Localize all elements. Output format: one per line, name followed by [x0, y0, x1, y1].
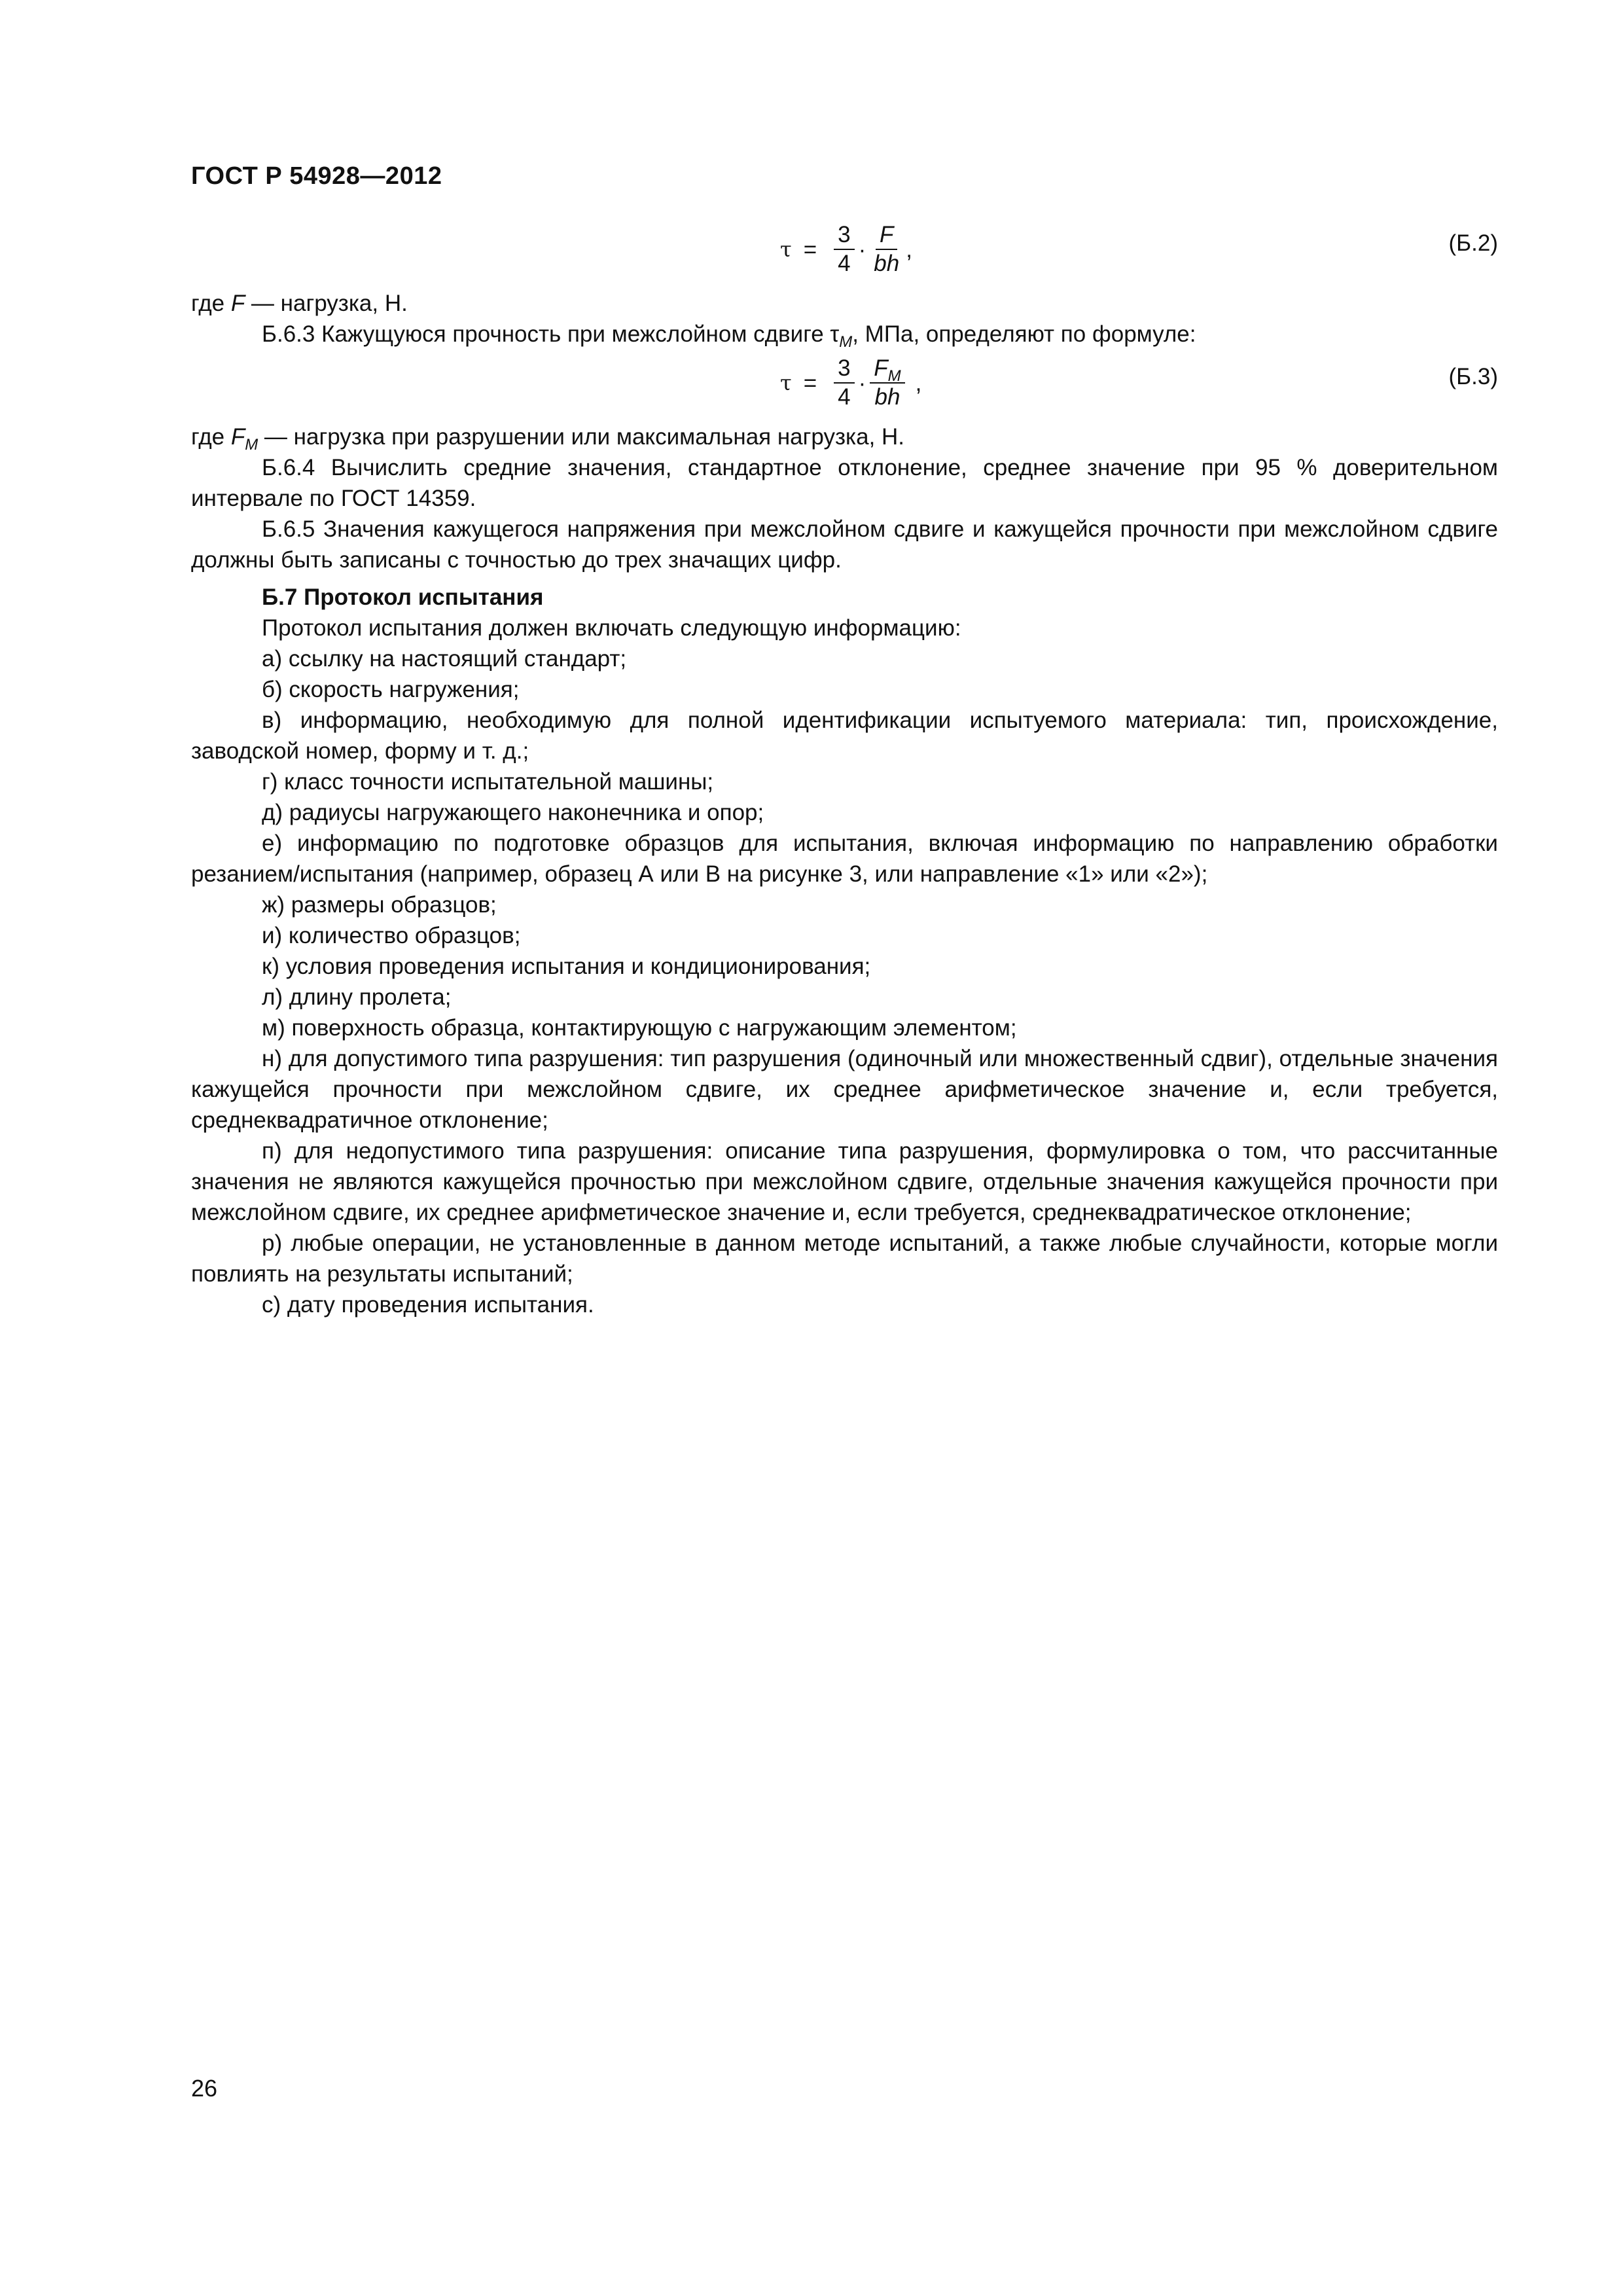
subscript-m: M [887, 367, 901, 385]
fraction-variable [870, 355, 904, 411]
fraction-coefficient [834, 221, 854, 278]
fraction-numerator: 3 [834, 355, 854, 384]
page-number: 26 [191, 2075, 218, 2102]
tau-symbol: τ [830, 321, 840, 347]
protocol-list-item: е) информацию по подготовке образцов для испытания, включая информацию по направлению обработки резанием/испытания (например, образец А или В на рисунке 3, или направление «1» или «2»); [191, 831, 1498, 887]
protocol-list-item: и) количество образцов; [262, 923, 521, 948]
protocol-items-list [191, 643, 1498, 1320]
document-header: ГОСТ Р 54928—2012 [191, 162, 442, 190]
protocol-list-item: р) любые операции, не установленные в данном методе испытаний, а также любые случайности, которые могли повлиять на результаты испытаний; [191, 1230, 1498, 1287]
variable-f: F [874, 355, 888, 381]
fraction-denominator: bh [874, 384, 901, 410]
fraction-denominator: 4 [838, 251, 851, 276]
formula-trailing-comma: , [906, 236, 912, 262]
where-clause-fm [191, 422, 1498, 452]
protocol-list-item: м) поверхность образца, контактирующую с нагружающим элементом; [262, 1015, 1017, 1041]
protocol-list-item: в) информацию, необходимую для полной идентификации испытуемого материала: тип, происхождение, заводской номер, форму и т. д.; [191, 708, 1498, 764]
paragraph-b-6-3 [191, 319, 1498, 350]
fraction-coefficient [834, 355, 854, 411]
variable-f: F [230, 424, 245, 450]
paragraph-b-6-4: Б.6.4 Вычислить средние значения, стандартное отклонение, среднее значение при 95 % доверительном интервале по ГОСТ 14359. [191, 455, 1498, 511]
protocol-list-item: к) условия проведения испытания и кондиционирования; [262, 954, 871, 979]
multiply-dot: · [858, 370, 866, 396]
tau-symbol: τ [780, 236, 792, 262]
equals-sign: = [803, 370, 817, 396]
multiply-dot: · [858, 236, 866, 262]
protocol-list-item: п) для недопустимого типа разрушения: описание типа разрушения, формулировка о том, что рассчитанные значения не являются кажущейся прочностью при межслойном сдвиге, отдельные значения кажущейся прочности при межслойном сдвиге, их среднее арифметическое значение и, если требуется, среднеквадратическое отклонение; [191, 1138, 1498, 1225]
protocol-list-item: ж) размеры образцов; [262, 892, 497, 918]
paragraph-text: , МПа, определяют по формуле: [852, 321, 1196, 347]
protocol-list-item: д) радиусы нагружающего наконечника и опор; [262, 800, 764, 825]
tau-symbol: τ [780, 370, 792, 395]
protocol-list-item: с) дату проведения испытания. [262, 1292, 594, 1318]
where-prefix: где [191, 291, 231, 316]
section-heading-b-7: Б.7 Протокол испытания [262, 584, 544, 610]
page-content [191, 216, 1498, 1320]
where-definition: — нагрузка, Н. [245, 291, 408, 316]
subscript-m: M [839, 333, 853, 351]
paragraph-b-6-5: Б.6.5 Значения кажущегося напряжения при межслойном сдвиге и кажущейся прочности при межслойном сдвиге должны быть записаны с точностью до трех значащих цифр. [191, 516, 1498, 573]
where-prefix: где [191, 424, 231, 450]
equals-sign: = [803, 236, 817, 262]
formula-number: (Б.2) [1448, 230, 1498, 256]
paragraph-text: Б.6.3 Кажущуюся прочность при межслойном сдвиге [262, 321, 830, 347]
variable-f: F [230, 291, 245, 316]
formula-b3-expression [780, 355, 921, 411]
formula-number: (Б.3) [1448, 364, 1498, 389]
protocol-list-item: а) ссылку на настоящий стандарт; [262, 646, 627, 672]
where-clause-f [191, 288, 1498, 319]
protocol-list-item: л) длину пролета; [262, 984, 452, 1010]
protocol-list-item: б) скорость нагружения; [262, 677, 520, 702]
protocol-list-item: г) класс точности испытательной машины; [262, 769, 714, 795]
fraction-numerator: F [876, 221, 897, 250]
fraction-numerator: 3 [834, 221, 854, 250]
formula-b3 [191, 350, 1498, 422]
formula-trailing-comma: , [915, 370, 922, 396]
fraction-denominator: bh [874, 251, 900, 276]
subscript-m: M [245, 436, 259, 454]
formula-b2 [191, 216, 1498, 288]
formula-b2-expression [780, 221, 912, 278]
where-definition: — нагрузка при разрушении или максимальная нагрузка, Н. [258, 424, 905, 450]
protocol-list-item: н) для допустимого типа разрушения: тип разрушения (одиночный или множественный сдвиг), отдельные значения кажущейся прочности при межслойном сдвиге, их среднее арифметическое значение и, если требуется, среднеквадратичное отклонение; [191, 1046, 1498, 1133]
protocol-intro: Протокол испытания должен включать следующую информацию: [262, 615, 961, 641]
fraction-variable [870, 221, 903, 278]
fraction-numerator [870, 355, 904, 384]
fraction-denominator: 4 [838, 384, 851, 410]
